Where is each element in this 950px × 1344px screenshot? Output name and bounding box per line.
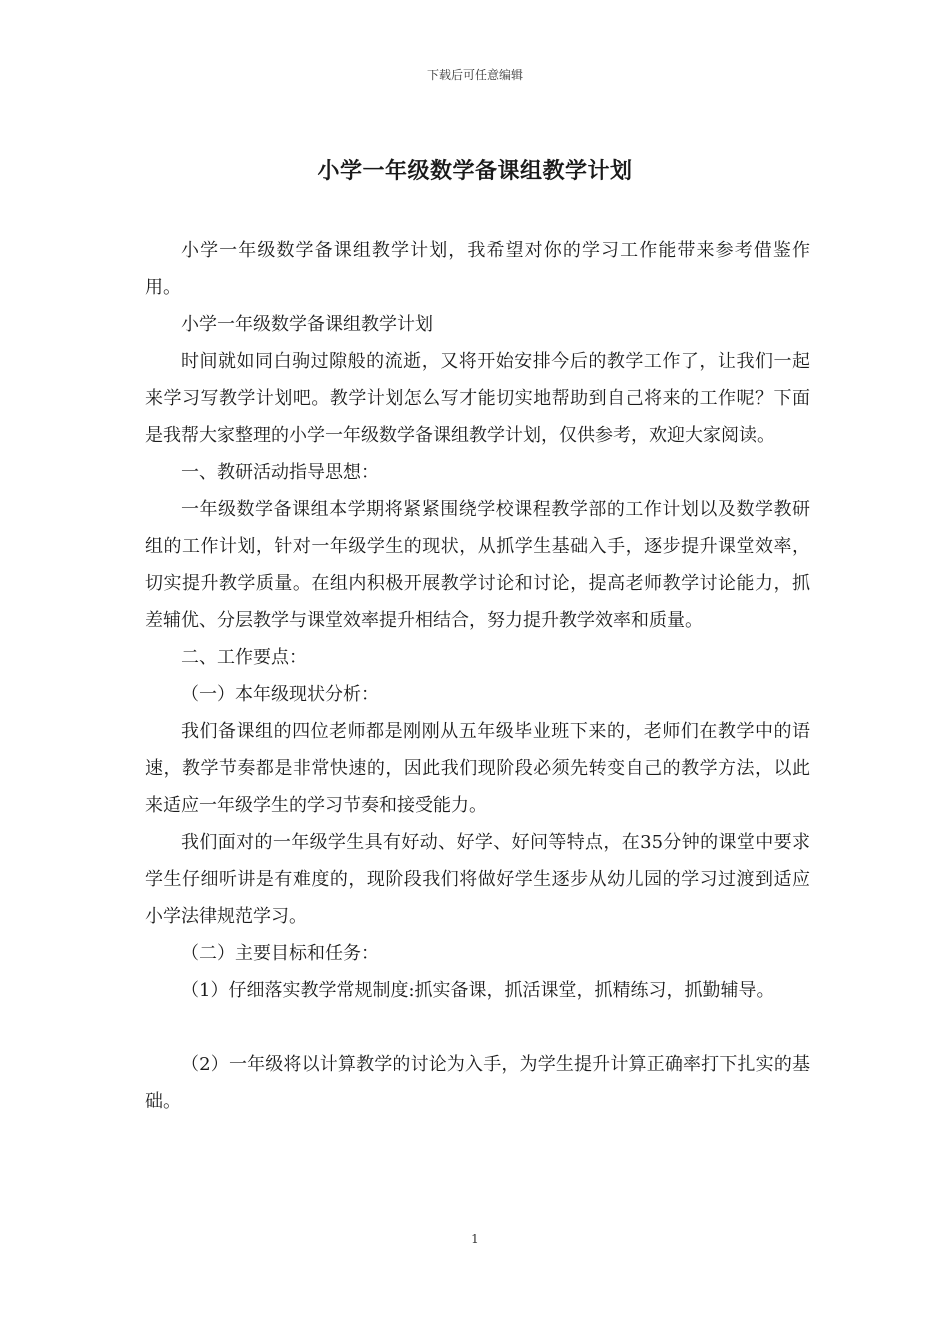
paragraph-students: 我们面对的一年级学生具有好动、好学、好问等特点，在35分钟的课堂中要求学生仔细听讲是有难度的，现阶段我们将做好学生逐步从幼儿园的学习过渡到适应小学法律规范学习。 — [145, 832, 810, 927]
paragraph-teachers: 我们备课组的四位老师都是刚刚从五年级毕业班下来的，老师们在教学中的语速，教学节奏都是非常快速的，因此我们现阶段必须先转变自己的教学方法，以此来适应一年级学生的学习节奏和接受能力。 — [145, 721, 810, 816]
section-heading-2: 二、工作要点： — [181, 647, 307, 668]
paragraph-intro: 小学一年级数学备课组教学计划，我希望对你的学习工作能带来参考借鉴作用。 — [145, 240, 810, 298]
page-number: 1 — [471, 1232, 479, 1246]
paragraph-subtitle: 小学一年级数学备课组教学计划 — [181, 314, 433, 335]
subsection-heading-2: （二）主要目标和任务： — [181, 943, 379, 964]
document-body — [145, 232, 810, 1120]
paragraph-preface: 时间就如同白驹过隙般的流逝，又将开始安排今后的教学工作了，让我们一起来学习写教学计划吧。教学计划怎么写才能切实地帮助到自己将来的工作呢？下面是我帮大家整理的小学一年级数学备课组教学计划，仅供参考，欢迎大家阅读。 — [145, 351, 810, 446]
paragraph-guiding-thought: 一年级数学备课组本学期将紧紧围绕学校课程教学部的工作计划以及数学教研组的工作计划，针对一年级学生的现状，从抓学生基础入手，逐步提升课堂效率，切实提升教学质量。在组内积极开展教学讨论和讨论，提高老师教学讨论能力，抓差辅优、分层教学与课堂效率提升相结合，努力提升教学效率和质量。 — [145, 499, 810, 631]
list-item-2: （2）一年级将以计算教学的讨论为入手，为学生提升计算正确率打下扎实的基础。 — [145, 1054, 810, 1112]
page-header-note: 下载后可任意编辑 — [426, 68, 523, 82]
list-item-1: （1）仔细落实教学常规制度:抓实备课，抓活课堂，抓精练习，抓勤辅导。 — [181, 980, 775, 1001]
document-title: 小学一年级数学备课组教学计划 — [317, 159, 633, 184]
subsection-heading-1: （一）本年级现状分析： — [181, 684, 379, 705]
section-heading-1: 一、教研活动指导思想： — [181, 462, 379, 483]
